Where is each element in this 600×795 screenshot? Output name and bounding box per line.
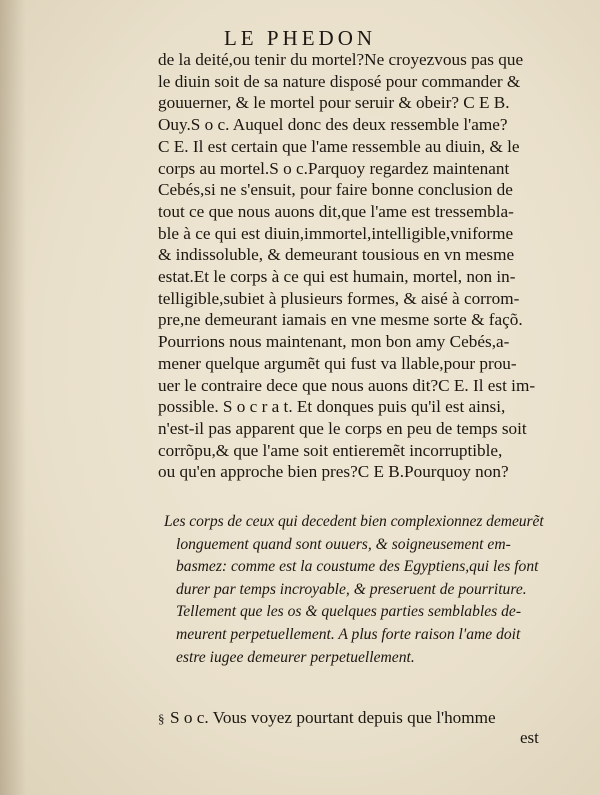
- text-line: uer le contraire dece que nous auons dit?C E. Il est im-: [158, 375, 536, 395]
- note-line: basmez: comme est la coustume des Egyptiens,qui les font: [176, 558, 539, 576]
- text-line: Pourrions nous maintenant, mon bon amy Cebés,a-: [158, 332, 510, 352]
- text-line: gouuerner, & le mortel pour seruir & obeir? C E B.: [158, 93, 510, 113]
- note-line: Tellement que les os & quelques parties semblables de-: [176, 603, 522, 621]
- marginal-note: [164, 511, 544, 669]
- gutter-shadow: [0, 0, 26, 795]
- catchword: est: [520, 728, 539, 747]
- text-line: mener quelque argumẽt qui fust va llable,pour prou-: [158, 353, 517, 373]
- text-line: & indissoluble, & demeurant tousious en vn mesme: [158, 245, 515, 265]
- text-line: estat.Et le corps à ce qui est humain, mortel, non in-: [158, 267, 516, 287]
- text-line: le diuin soit de sa nature disposé pour commander &: [158, 71, 521, 91]
- text-line: telligible,subiet à plusieurs formes, & aisé à corrom-: [158, 288, 520, 308]
- text-line: Ouy.S o c. Auquel donc des deux ressemble l'ame?: [158, 115, 508, 135]
- text-line: pre,ne demeurant iamais en vne mesme sorte & façõ.: [158, 310, 523, 330]
- text-line: Cebés,si ne s'ensuit, pour faire bonne conclusion de: [158, 180, 513, 200]
- text-line: ble à ce qui est diuin,immortel,intelligible,vniforme: [158, 223, 514, 243]
- note-line: longuement quand sont ouuers, & soigneusement em-: [176, 535, 511, 553]
- text-line: tout ce que nous auons dit,que l'ame est tressembla-: [158, 201, 514, 221]
- note-line: Les corps de ceux qui decedent bien complexionnez demeurẽt: [164, 513, 544, 530]
- text-line: corps au mortel.S o c.Parquoy regardez maintenant: [158, 158, 510, 178]
- text-line: ou qu'en approche bien pres?C E B.Pourquoy non?: [158, 462, 509, 482]
- text-line: de la deité,ou tenir du mortel?Ne croyezvous pas que: [158, 50, 524, 69]
- last-line-text: S o c. Vous voyez pourtant depuis que l'homme: [170, 708, 496, 727]
- note-line: estre iugee demeurer perpetuellement.: [176, 648, 415, 666]
- text-line: C E. Il est certain que l'ame ressemble au diuin, & le: [158, 136, 520, 156]
- text-line: corrõpu,& que l'ame soit entieremẽt incorruptible,: [158, 440, 503, 460]
- note-line: meurent perpetuellement. A plus forte raison l'ame doit: [176, 625, 521, 643]
- running-title: LE PHEDON: [223, 26, 377, 50]
- text-line: n'est-il pas apparent que le corps en peu de temps soit: [158, 418, 527, 438]
- text-line: possible. S o c r a t. Et donques puis qu'il est ainsi,: [158, 397, 506, 417]
- section-marker: §: [158, 711, 165, 726]
- note-line: durer par temps incroyable, & preseruent de pourriture.: [176, 580, 527, 598]
- last-line: [158, 708, 542, 728]
- main-text-block: [158, 49, 542, 483]
